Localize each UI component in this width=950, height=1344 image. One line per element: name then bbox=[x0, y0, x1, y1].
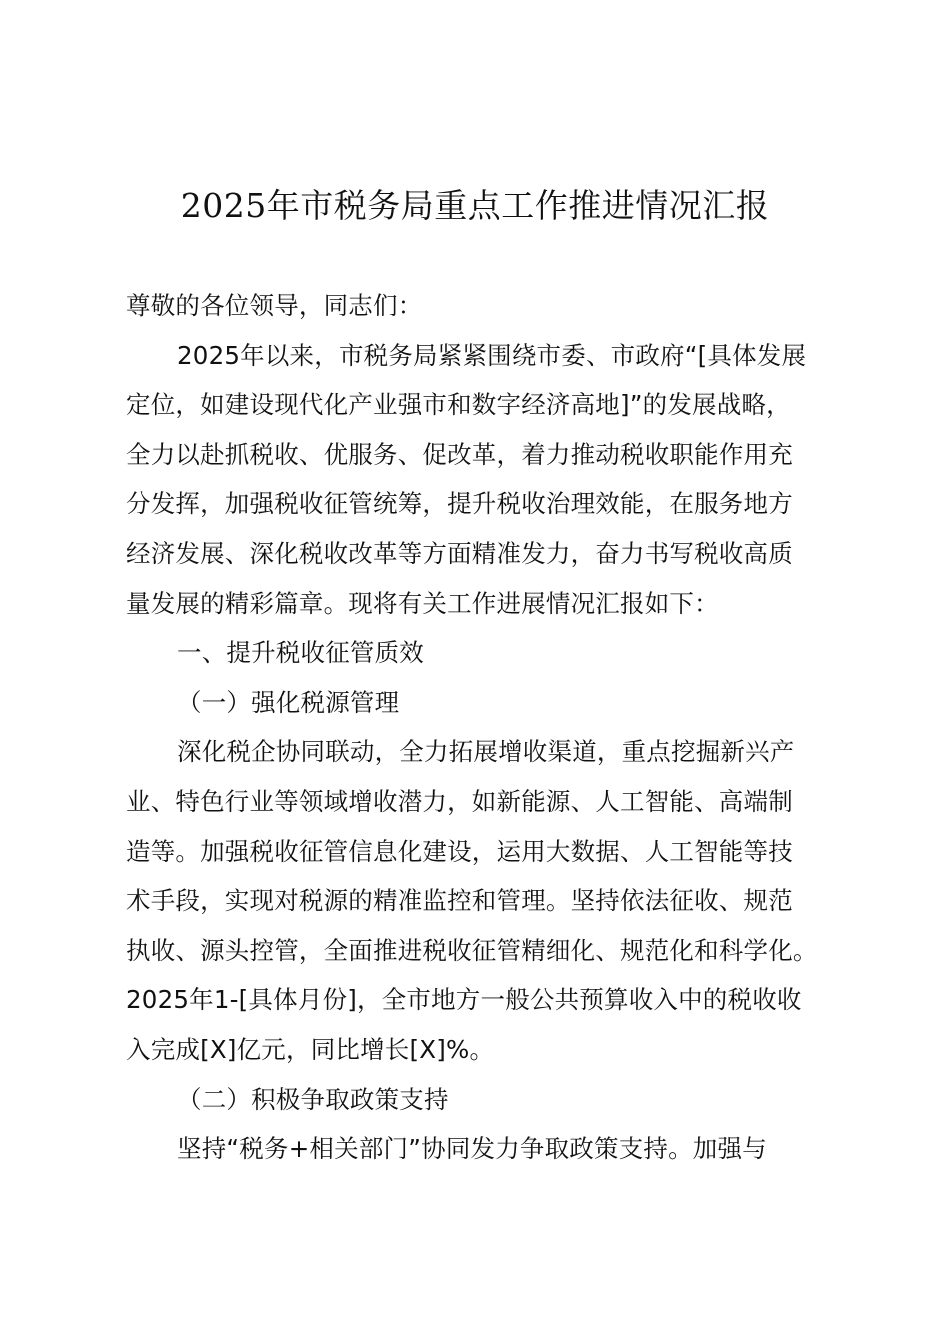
salutation: 尊敬的各位领导，同志们： bbox=[126, 291, 423, 320]
paragraph-line: 2025年以来，市税务局紧紧围绕市委、市政府“[具体发展 bbox=[177, 340, 807, 370]
document-title: 2025年市税务局重点工作推进情况汇报 bbox=[180, 186, 770, 225]
paragraph-line: 执收、源头控管，全面推进税收征管精细化、规范化和科学化。 bbox=[126, 935, 818, 965]
paragraph-line: 2025年1-[具体月份]，全市地方一般公共预算收入中的税收收 bbox=[126, 985, 802, 1015]
subsection-heading: （一）强化税源管理 bbox=[177, 687, 400, 717]
paragraph-line: 坚持“税务+相关部门”协同发力争取政策支持。加强与 bbox=[177, 1134, 767, 1164]
paragraph-line: 分发挥，加强税收征管统筹，提升税收治理效能，在服务地方 bbox=[126, 489, 793, 519]
document-body bbox=[126, 281, 836, 1174]
paragraph-line: 全力以赴抓税收、优服务、促改革，着力推动税收职能作用充 bbox=[126, 439, 793, 469]
paragraph-line: 业、特色行业等领域增收潜力，如新能源、人工智能、高端制 bbox=[126, 786, 793, 816]
paragraph-line: 入完成[X]亿元，同比增长[X]%。 bbox=[126, 1034, 495, 1064]
paragraph-line: 造等。加强税收征管信息化建设，运用大数据、人工智能等技 bbox=[126, 836, 793, 866]
paragraph-line: 量发展的精彩篇章。现将有关工作进展情况汇报如下： bbox=[126, 588, 719, 618]
subsection-heading: （二）积极争取政策支持 bbox=[177, 1084, 449, 1114]
section-heading: 一、提升税收征管质效 bbox=[177, 638, 424, 668]
paragraph-line: 经济发展、深化税收改革等方面精准发力，奋力书写税收高质 bbox=[126, 538, 793, 568]
paragraph-line: 深化税企协同联动，全力拓展增收渠道，重点挖掘新兴产 bbox=[177, 737, 795, 767]
paragraph-line: 定位，如建设现代化产业强市和数字经济高地]”的发展战略， bbox=[126, 390, 791, 420]
paragraph-line: 术手段，实现对税源的精准监控和管理。坚持依法征收、规范 bbox=[126, 886, 793, 916]
